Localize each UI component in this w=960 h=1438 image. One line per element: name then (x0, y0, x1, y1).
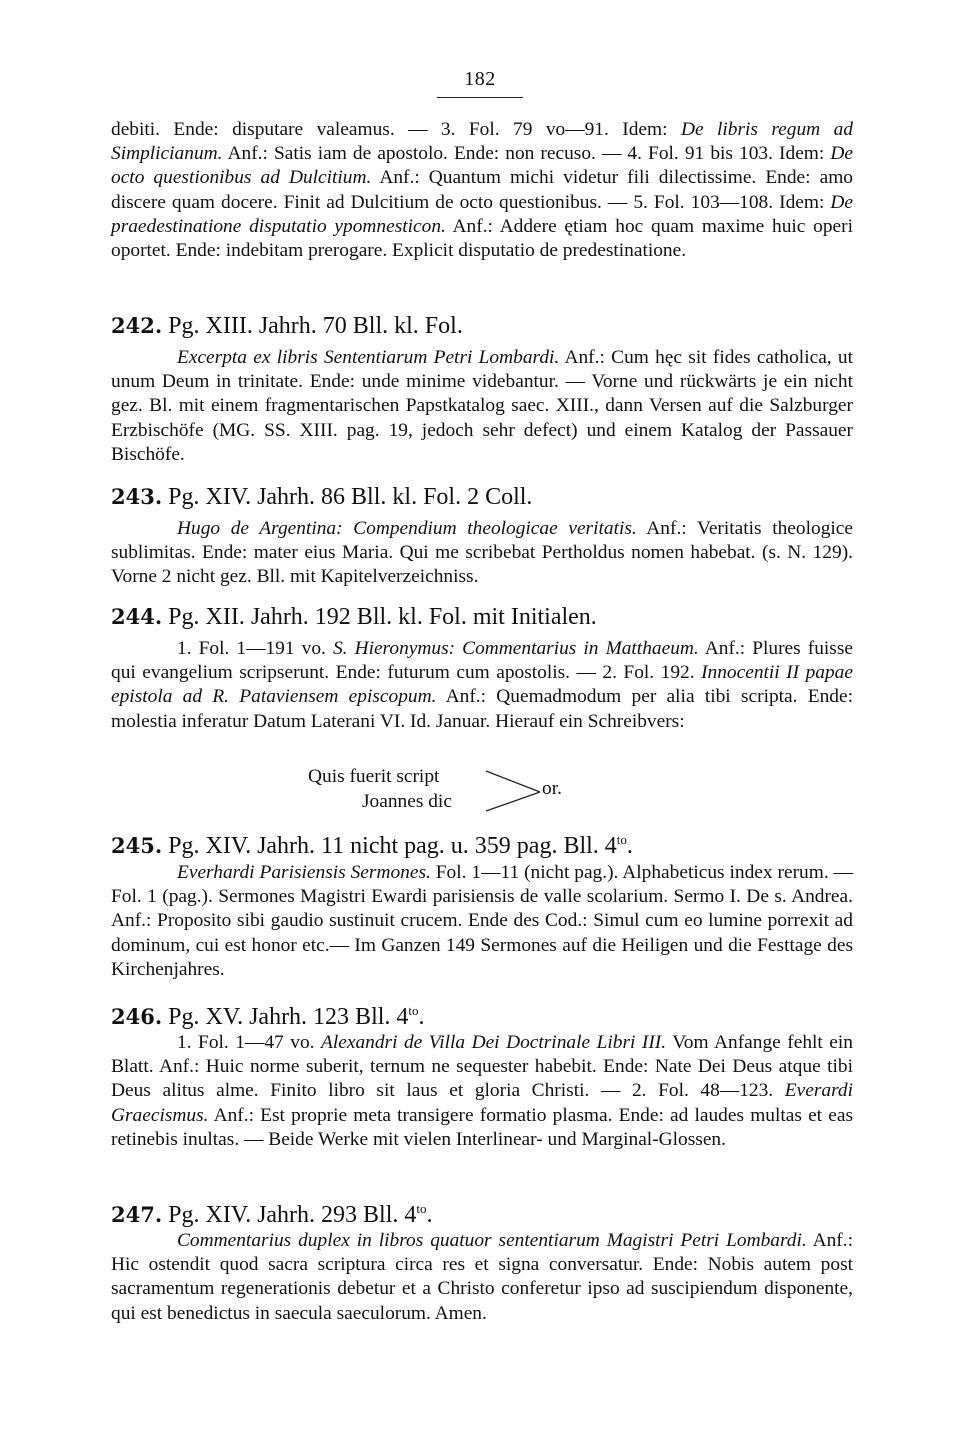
text-run: 1. Fol. 1—191 vo. (177, 638, 333, 659)
work-title: Alexandri de Villa Dei Doctrinale Libri III. (321, 1032, 667, 1053)
entry-heading-247 (111, 1195, 853, 1229)
format-superscript: to (408, 1003, 419, 1018)
heading-period: . (426, 1202, 433, 1228)
entry-description: Pg. XIV. Jahrh. 11 nicht pag. u. 359 pag. Bll. 4 (168, 833, 617, 859)
page-number: 182 (464, 68, 496, 90)
work-title: De libris regum ad Simplicianum. (111, 119, 853, 165)
format-superscript: to (616, 832, 627, 847)
entry-body-244 (111, 637, 853, 734)
entry-body-246 (111, 1031, 853, 1152)
entry-heading-243 (111, 483, 853, 511)
work-title: Everardi Graecismus. (111, 1080, 853, 1126)
scribe-verse (308, 765, 628, 821)
entry-description: Pg. XV. Jahrh. 123 Bll. 4 (168, 1004, 409, 1030)
entry-heading-245 (111, 826, 853, 860)
work-title: Excerpta ex libris Sententiarum Petri Lombardi. (177, 347, 560, 368)
entry-body-243 (111, 517, 853, 590)
text-run: Anf.: Quemadmodum per alia tibi scripta. Ende: molestia inferatur Datum Laterani VI. Id. Januar. Hierauf ein Schreibvers: (111, 686, 853, 732)
text-run: Anf.: Quantum michi videtur fili dilectissime. Ende: amo discere quam docere. Finit ad Dulcitium de octo questionibus. — 5. Fol. 103—108. Idem: (111, 167, 853, 213)
entry-number: 243. (111, 484, 163, 509)
entry-description: Pg. XIV. Jahrh. 293 Bll. 4 (168, 1202, 417, 1228)
work-title: S. Hieronymus: Commentarius in Matthaeum. (332, 638, 699, 659)
entry-heading-242 (111, 312, 853, 340)
entry-number: 242. (111, 313, 163, 338)
continuation-paragraph (111, 118, 853, 263)
work-title: Everhardi Parisiensis Sermones. (177, 862, 431, 883)
text-run: Anf.: Est proprie meta transigere formatio plasma. Ende: ad laudes multas et eas retinebis inultas. — Beide Werke mit vielen Interlinear- und Marginal-Glossen. (111, 1104, 853, 1150)
text-run: Vom Anfange fehlt ein Blatt. Anf.: Huic norme suberit, ternum ne sequester habebit. Ende: Nate Dei Deus atque tibi Deus alitus alme. Finito libro sit laus et gloria Christi. — 2. Fol. 48—123. (111, 1032, 853, 1102)
text-run: Anf.: Cum hęc sit fides catholica, ut unum Deum in trinitate. Ende: unde minime videbantur. — Vorne und rückwärts je ein nicht gez. Bl. mit einem fragmentarischen Papstkatalog saec. XIII., dann Versen auf die Salzburger Erzbischöfe (MG. SS. XIII. pag. 19, jedoch sehr defect) und einem Katalog der Passauer Bischöfe. (111, 347, 853, 465)
entry-number: 246. (111, 1004, 163, 1029)
entry-number: 245. (111, 833, 163, 858)
entry-number: 247. (111, 1202, 163, 1227)
text-run: Anf.: Veritatis theologice sublimitas. Ende: mater eius Maria. Qui me scribebat Pertholdus nomen habebat. (s. N. 129). Vorne 2 nicht gez. Bll. mit Kapitelverzeichniss. (111, 518, 853, 588)
text-run: Anf.: Hic ostendit quod sacra scriptura circa res et signa conversatur. Ende: Nobis autem post sacramentum regenerationis debetur et a Christo conferetur ipso ad suscipiendum disponente, qui est benedictus in saecula saeculorum. Amen. (111, 1230, 853, 1324)
work-title: Innocentii II papae epistola ad R. Pataviensem episcopum. (111, 662, 853, 708)
page-number-rule (437, 97, 523, 98)
text-run: Fol. 1—11 (nicht pag.). Alphabeticus index rerum. — Fol. 1 (pag.). Sermones Magistri Ewardi parisiensis de valle scolarium. Sermo I. De s. Andrea. Anf.: Proposito sibi gaudio sustinuit crucem. Ende des Cod.: Simul cum eo lumine porrexit ad dominum, cui est honor etc.— Im Ganzen 149 Sermones auf die Heiligen und die Festtage des Kirchenjahres. (111, 862, 853, 980)
entry-description: Pg. XIII. Jahrh. 70 Bll. kl. Fol. (168, 313, 463, 339)
verse-bracket-icon (484, 769, 544, 813)
work-title: De praedestinatione disputatio ypomnesticon. (111, 191, 853, 237)
heading-period: . (626, 833, 633, 859)
entry-heading-246 (111, 997, 853, 1031)
text-run: debiti. Ende: disputare valeamus. — 3. Fol. 79 vo—91. Idem: (111, 119, 681, 140)
text-run: Anf.: Satis iam de apostolo. Ende: non recuso. — 4. Fol. 91 bis 103. Idem: (222, 143, 831, 165)
text-run: Anf.: Plures fuisse qui evangelium scripserunt. Ende: futurum cum apostolis. — 2. Fol. 192. (111, 638, 853, 684)
format-superscript: to (416, 1201, 427, 1216)
entry-heading-244 (111, 603, 853, 631)
entry-body-245 (111, 861, 853, 982)
work-title: Commentarius duplex in libros quatuor sententiarum Magistri Petri Lombardi. (177, 1230, 807, 1251)
entry-description: Pg. XII. Jahrh. 192 Bll. kl. Fol. mit Initialen. (168, 604, 597, 630)
verse-suffix: or. (542, 778, 562, 799)
entry-description: Pg. XIV. Jahrh. 86 Bll. kl. Fol. 2 Coll. (168, 484, 533, 510)
entry-number: 244. (111, 604, 163, 629)
text-run: 1. Fol. 1—47 vo. (177, 1032, 322, 1053)
text-run: Anf.: Addere ętiam hoc quam maxime huic operi oportet. Ende: indebitam prerogare. Explicit disputatio de predestinatione. (111, 215, 853, 262)
work-title: De octo questionibus ad Dulcitium. (111, 143, 853, 189)
entry-body-247 (111, 1229, 853, 1326)
verse-line-1: Quis fuerit script (308, 766, 440, 787)
heading-period: . (418, 1004, 425, 1030)
verse-line-2: Joannes dic (362, 791, 452, 812)
work-title: Hugo de Argentina: Compendium theologicae veritatis. (177, 518, 637, 539)
entry-body-242 (111, 346, 853, 467)
